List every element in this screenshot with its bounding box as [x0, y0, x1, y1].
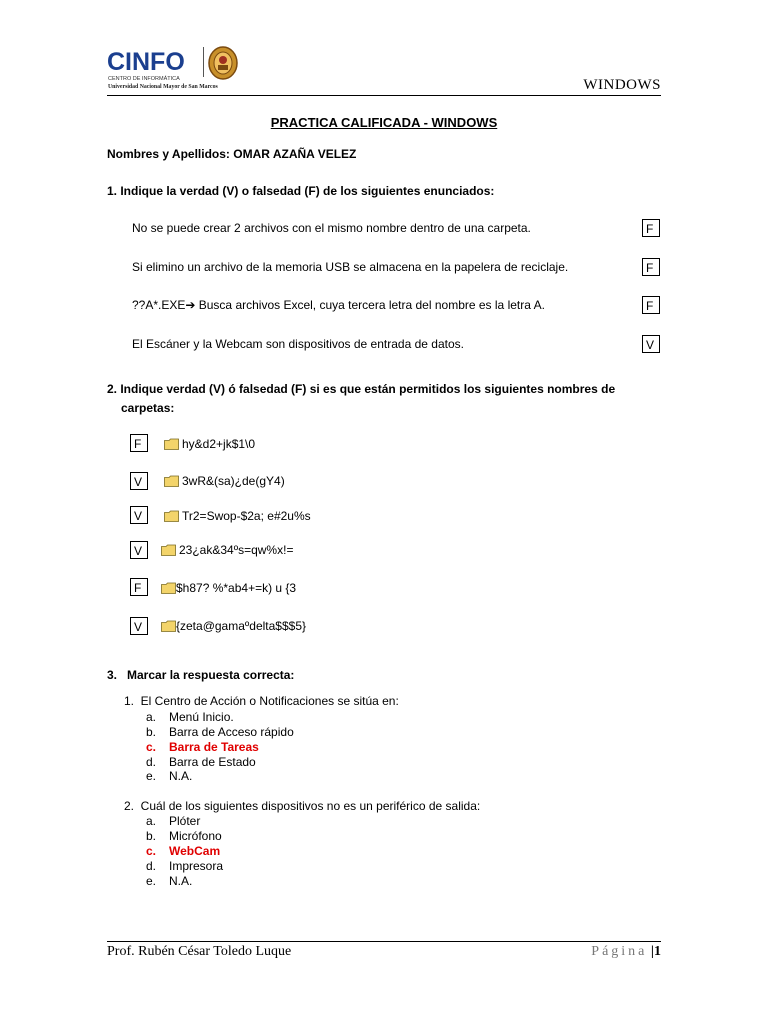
logo-text: CINFO [107, 48, 185, 76]
option-text: Barra de Estado [169, 755, 256, 769]
student-name: OMAR AZAÑA VELEZ [233, 147, 357, 161]
option-text: Barra de Acceso rápido [169, 725, 294, 739]
q1-item-text: Si elimino un archivo de la memoria USB se almacena en la papelera de reciclaje. [132, 260, 569, 274]
q1-item-text: No se puede crear 2 archivos con el mismo nombre dentro de una carpeta. [132, 221, 531, 235]
option-text: Impresora [169, 859, 224, 873]
q2-answer-box[interactable]: V [130, 506, 148, 524]
folder-icon [164, 475, 179, 487]
q2-answer-box[interactable]: V [130, 541, 148, 559]
folder-name: Tr2=Swop-$2a; e#2u%s [182, 509, 311, 523]
logo-sub2: Universidad Nacional Mayor de San Marcos [108, 84, 218, 90]
q2-heading [107, 382, 662, 396]
folder-icon [164, 438, 179, 450]
q2-answer-box[interactable]: F [130, 434, 148, 452]
option-text: N.A. [169, 874, 193, 888]
folder-item [164, 437, 255, 451]
q1-heading: 1. Indique la verdad (V) o falsedad (F) de los siguientes enunciados: [107, 184, 495, 198]
folder-item [164, 474, 285, 488]
q1-answer-box[interactable]: F [642, 296, 660, 314]
option-letter: d. [146, 755, 157, 769]
folder-name: hy&d2+jk$1\0 [182, 437, 256, 451]
q3-question-1: 1. El Centro de Acción o Notificaciones se sitúa en: [124, 694, 399, 708]
option-letter-correct: c. [146, 844, 157, 858]
logo-sub1: CENTRO DE INFORMÁTICA [108, 76, 180, 82]
q2-heading-line2: carpetas: [121, 401, 175, 415]
q2-answer-box[interactable]: V [130, 617, 148, 635]
page-title: PRACTICA CALIFICADA - WINDOWS [270, 115, 498, 130]
folder-name: 23¿ak&34ºs=qw%x!= [179, 543, 294, 557]
q3-heading: 3. Marcar la respuesta correcta: [107, 668, 295, 682]
q1-answer-box[interactable]: F [642, 219, 660, 237]
option [146, 710, 156, 724]
folder-name: {zeta@gamaºdelta$$$5} [176, 619, 306, 633]
page-separator: | [650, 944, 654, 959]
option-letter: e. [146, 769, 157, 783]
option-letter: a. [146, 710, 157, 724]
q2-answer-box[interactable]: V [130, 472, 148, 490]
folder-item [164, 509, 311, 523]
folder-item [161, 581, 296, 595]
folder-name: $h87? %*ab4+=k) u {3 [176, 581, 297, 595]
header-section-title: WINDOWS [583, 77, 661, 93]
page-label: Página [591, 944, 648, 959]
cinfo-logo [107, 46, 243, 92]
option-letter: d. [146, 859, 157, 873]
footer-divider [107, 941, 661, 942]
q2-heading-line1: 2. Indique verdad (V) ó falsedad (F) si es que están permitidos los siguientes nombres de [107, 382, 616, 396]
option-letter-correct: c. [146, 740, 157, 754]
student-line [107, 147, 356, 161]
footer-page [591, 944, 661, 960]
folder-item [161, 543, 293, 557]
option-letter: b. [146, 829, 157, 843]
header-divider [107, 95, 661, 96]
student-label: Nombres y Apellidos: [107, 147, 230, 161]
cinfo-logo-graphic [107, 46, 243, 92]
folder-icon [164, 510, 179, 522]
option-text: Plóter [169, 814, 201, 828]
q1-answer-box[interactable]: F [642, 258, 660, 276]
q2-answer-box[interactable]: F [130, 578, 148, 596]
option-text: Menú Inicio. [169, 710, 234, 724]
folder-item [161, 619, 306, 633]
option-text: Micrófono [169, 829, 222, 843]
option-text-correct: Barra de Tareas [169, 740, 259, 754]
option-text: N.A. [169, 769, 193, 783]
footer-author: Prof. Rubén César Toledo Luque [107, 944, 292, 959]
q1-item-text: ??A*.EXE➔ Busca archivos Excel, cuya tercera letra del nombre es la letra A. [132, 298, 545, 312]
university-seal-icon [209, 47, 237, 79]
q3-question-2: 2. Cuál de los siguientes dispositivos no es un periférico de salida: [124, 799, 481, 813]
option-letter: a. [146, 814, 157, 828]
page-number: 1 [654, 944, 661, 959]
folder-icon [161, 620, 176, 632]
option-letter: e. [146, 874, 157, 888]
folder-icon [161, 582, 176, 594]
q1-item-text: El Escáner y la Webcam son dispositivos de entrada de datos. [132, 337, 464, 351]
option-letter: b. [146, 725, 157, 739]
q1-answer-box[interactable]: V [642, 335, 660, 353]
folder-icon [161, 544, 176, 556]
folder-name: 3wR&(sa)¿de(gY4) [182, 474, 285, 488]
option-text-correct: WebCam [169, 844, 221, 858]
